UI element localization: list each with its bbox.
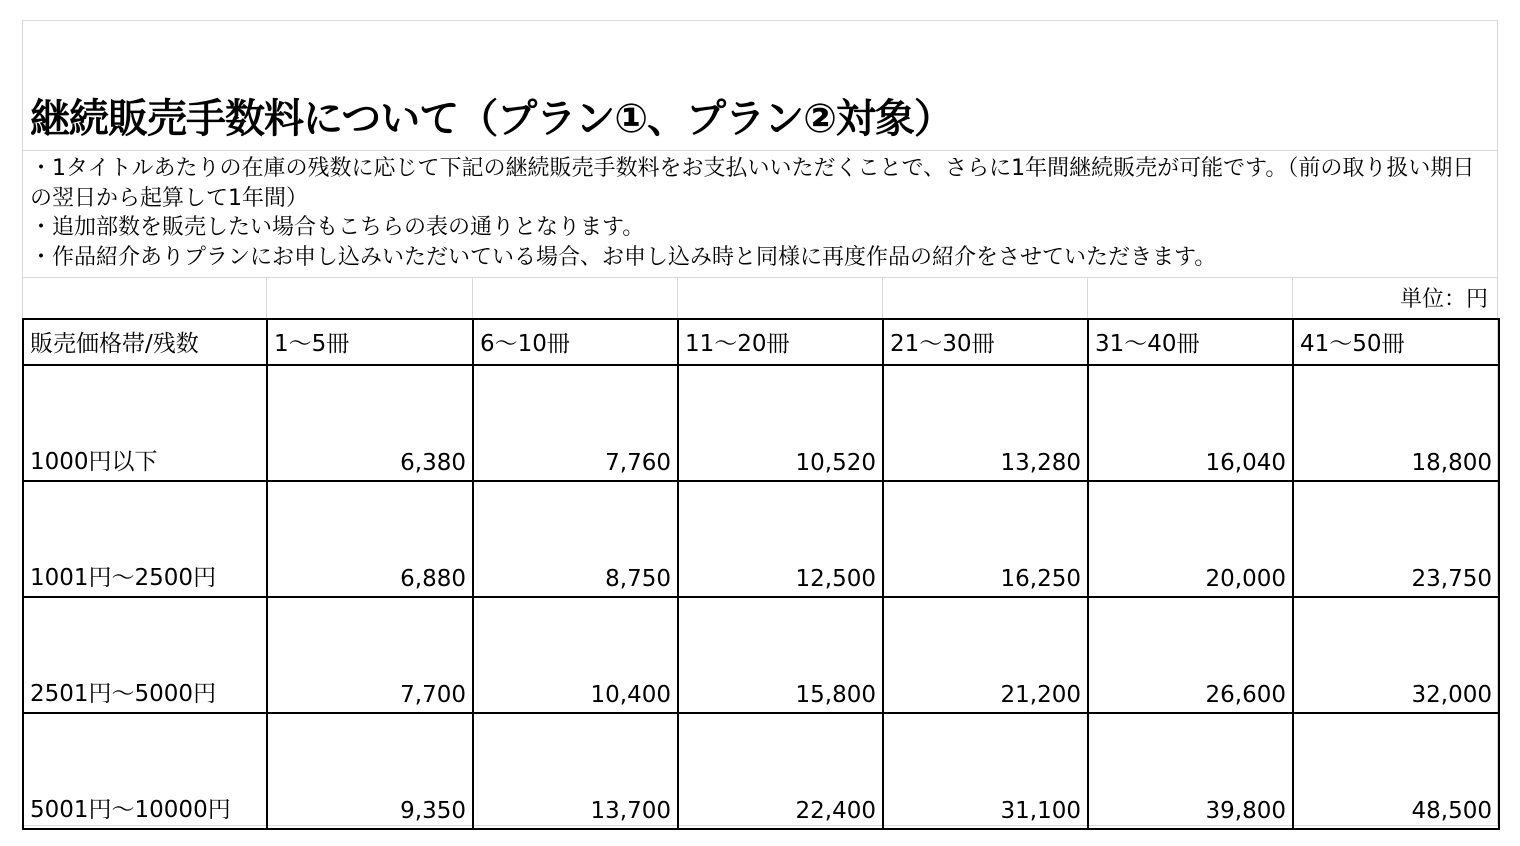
column-header-cell: 31～40冊 — [1088, 319, 1293, 365]
gridline — [22, 150, 1498, 151]
fee-cell: 8,750 — [473, 481, 678, 597]
fee-cell: 16,040 — [1088, 365, 1293, 481]
note-line: ・追加部数を販売したい場合もこちらの表の通りとなります。 — [30, 215, 645, 240]
fee-cell: 48,500 — [1293, 713, 1499, 829]
table-row — [23, 597, 1499, 713]
fee-cell: 7,700 — [267, 597, 473, 713]
fee-cell: 18,800 — [1293, 365, 1499, 481]
fee-cell: 39,800 — [1088, 713, 1293, 829]
row-label-cell: 1000円以下 — [23, 365, 267, 481]
column-header-cell: 21～30冊 — [883, 319, 1088, 365]
notes-block — [30, 154, 1490, 272]
gridline — [677, 278, 678, 318]
page-title: 継続販売手数料について（プラン①、プラン②対象） — [30, 96, 953, 142]
gridline — [1292, 278, 1293, 318]
gridline — [1087, 278, 1088, 318]
fee-cell: 31,100 — [883, 713, 1088, 829]
table-row — [23, 365, 1499, 481]
column-header-cell: 11～20冊 — [678, 319, 883, 365]
fee-cell: 32,000 — [1293, 597, 1499, 713]
corner-header-cell: 販売価格帯/残数 — [23, 319, 267, 365]
unit-row — [22, 278, 1498, 318]
fee-cell: 10,520 — [678, 365, 883, 481]
fee-cell: 26,600 — [1088, 597, 1293, 713]
fee-table — [22, 318, 1500, 830]
fee-cell: 15,800 — [678, 597, 883, 713]
column-header-cell: 1～5冊 — [267, 319, 473, 365]
fee-cell: 23,750 — [1293, 481, 1499, 597]
fee-cell: 22,400 — [678, 713, 883, 829]
fee-cell: 6,380 — [267, 365, 473, 481]
column-header-cell: 41～50冊 — [1293, 319, 1499, 365]
fee-cell: 20,000 — [1088, 481, 1293, 597]
gridline — [472, 278, 473, 318]
unit-label: 単位：円 — [1399, 287, 1488, 312]
table-row — [23, 481, 1499, 597]
gridline — [882, 278, 883, 318]
fee-cell: 7,760 — [473, 365, 678, 481]
fee-cell: 13,280 — [883, 365, 1088, 481]
column-header-cell: 6～10冊 — [473, 319, 678, 365]
note-line: ・1タイトルあたりの在庫の残数に応じて下記の継続販売手数料をお支払いいただくことで、さらに1年間継続販売が可能です。（前の取り扱い期日の翌日から起算して1年間） — [30, 156, 1475, 211]
table-header-row — [23, 319, 1499, 365]
note-line: ・作品紹介ありプランにお申し込みいただいている場合、お申し込み時と同様に再度作品の紹介をさせていただきます。 — [30, 244, 1217, 270]
table-row — [23, 713, 1499, 829]
fee-cell: 21,200 — [883, 597, 1088, 713]
fee-cell: 9,350 — [267, 713, 473, 829]
gridline — [266, 278, 267, 318]
fee-cell: 12,500 — [678, 481, 883, 597]
row-label-cell: 1001円～2500円 — [23, 481, 267, 597]
fee-cell: 10,400 — [473, 597, 678, 713]
row-label-cell: 5001円～10000円 — [23, 713, 267, 829]
fee-cell: 16,250 — [883, 481, 1088, 597]
fee-cell: 13,700 — [473, 713, 678, 829]
fee-cell: 6,880 — [267, 481, 473, 597]
row-label-cell: 2501円～5000円 — [23, 597, 267, 713]
